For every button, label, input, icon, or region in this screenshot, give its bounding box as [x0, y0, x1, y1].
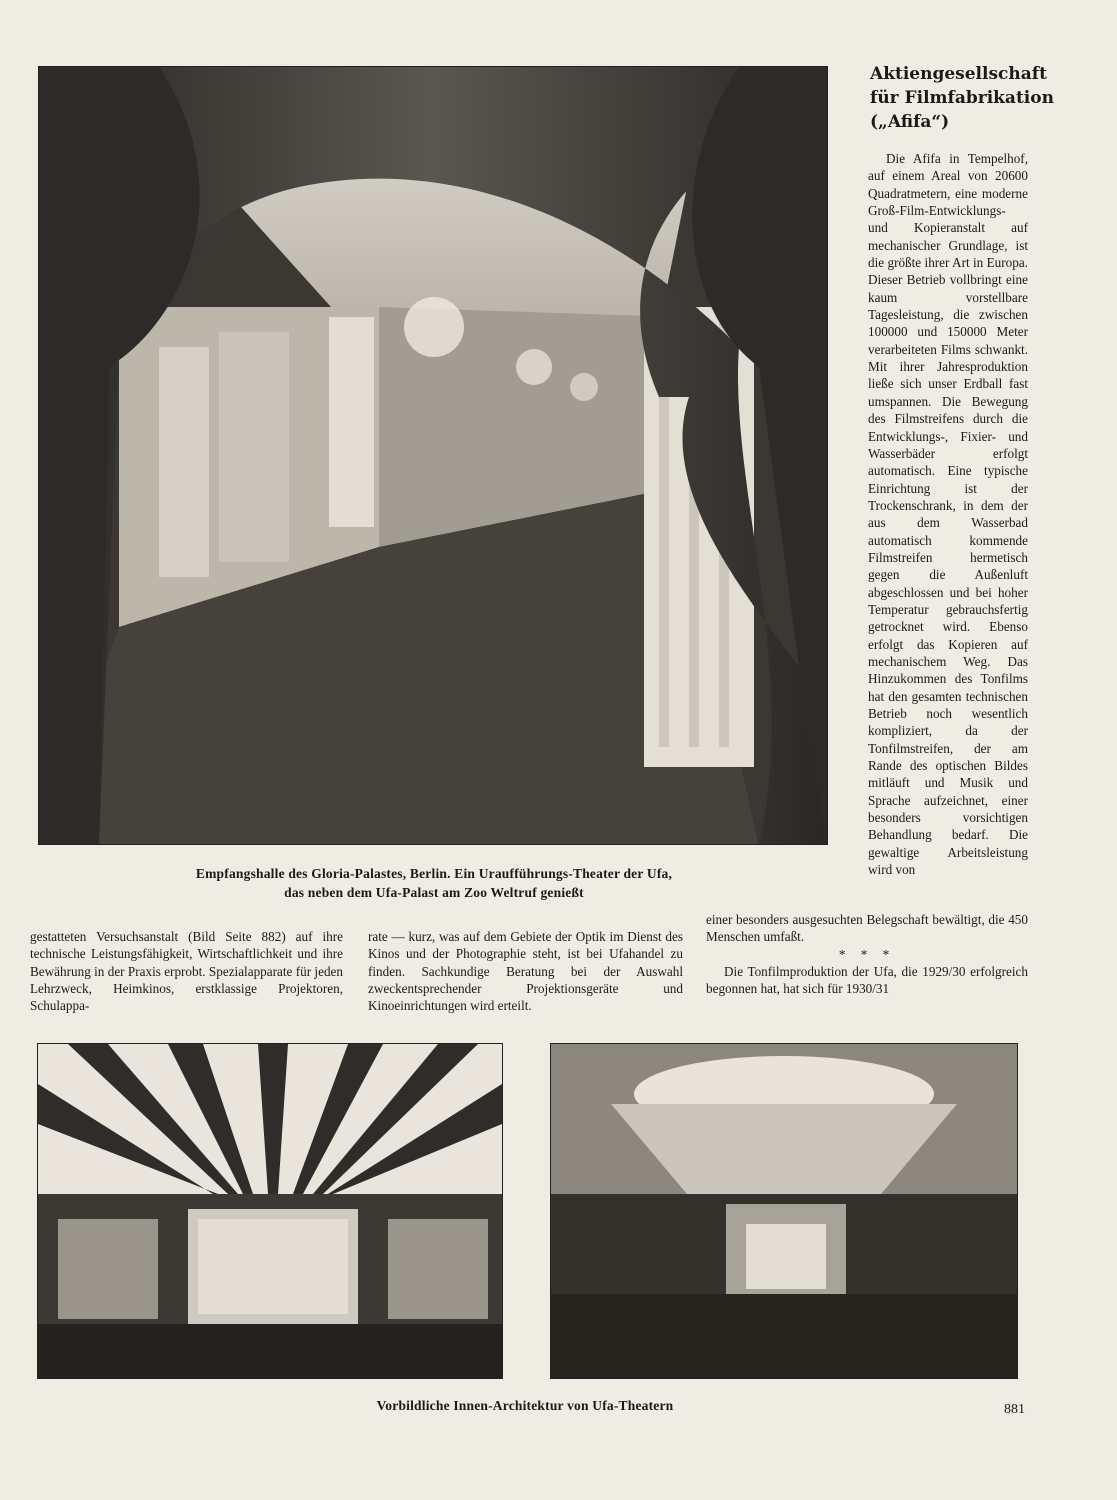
- paragraph: einer besonders ausgesuchten Belegschaft bewältigt, die 450 Menschen umfaßt.: [706, 912, 1028, 945]
- text-column-1: [30, 928, 343, 1015]
- side-column-text: Die Afifa in Tempelhof, auf einem Areal von 20600 Quadratmetern, eine moderne Groß-Film-Entwicklungs- und Kopieranstalt auf mechanischer Grundlage, ist die größte ihrer Art in Europa. Dieser Betrieb vollbringt eine kaum vorstellbare Tagesleistung, die zwischen 100000 und 150000 Meter verarbeiteten Films schwankt. Mit ihrer Jahresproduktion ließe sich unser Erdball fast umspannen. Die Bewegung des Filmstreifens durch die Entwicklungs-, Fixier- und Wasserbäder erfolgt automatisch. Eine typische Einrichtung ist der Trockenschrank, in dem der aus dem Wasserbad automatisch kommende Filmstreifen hermetisch gegen die Außenluft abgeschlossen und bei hoher Temperatur gebrauchsfertig getrocknet wird. Ebenso erfolgt das Kopieren auf mechanischem Weg. Das Hinzukommen des Tonfilms hat den gesamten technischen Betrieb noch wesentlich kompliziert, da der Tonfilmstreifen, der am Rande des optischen Bildes mitläuft und Musik und Sprache aufzeichnet, einer besonders vorsichtigen Behandlung bedarf. Die gewaltige Arbeitsleistung wird von: [868, 151, 1028, 878]
- text-column-2: [368, 928, 683, 1015]
- heading-line: Aktiengesellschaft: [870, 64, 1047, 84]
- paragraph: Die Tonfilmproduktion der Ufa, die 1929/30 erfolgreich begonnen hat, hat sich für 1930/31: [706, 964, 1028, 997]
- photo-gloria-palast-hall: [38, 66, 828, 845]
- photo-theater-interior-oval: [550, 1043, 1018, 1379]
- paragraph: rate — kurz, was auf dem Gebiete der Optik im Dienst des Kinos und der Photographie steht, ist bei Ufahandel zu finden. Sachkundige Beratung bei der Auswahl zweckentsprechender Projektionsgeräte und Kinoeinrichtungen wird erteilt.: [368, 929, 683, 1014]
- bottom-photos-caption: Vorbildliche Innen-Architektur von Ufa-Theatern: [376, 1398, 674, 1413]
- photo-theater-interior-rays: [37, 1043, 503, 1379]
- section-divider: * * *: [838, 946, 896, 962]
- paragraph: gestatteten Versuchsanstalt (Bild Seite 882) auf ihre technische Leistungsfähigkeit, Wirtschaftlichkeit und ihre Bewährung in der Praxis erprobt. Spezialapparate für jeden Lehrzweck, Heimkinos, erstklassige Projektoren, Schulappa-: [30, 929, 343, 1014]
- heading-line: für Filmfabrikation: [870, 88, 1054, 108]
- text-column-3: [706, 911, 1028, 998]
- article-heading: [870, 62, 1054, 134]
- page-number: 881: [1004, 1402, 1025, 1417]
- heading-line: („Afifa“): [870, 112, 950, 132]
- top-photo-caption: [100, 864, 768, 902]
- caption-line: Empfangshalle des Gloria-Palastes, Berlin. Ein Uraufführungs-Theater der Ufa,: [195, 866, 673, 881]
- caption-line: das neben dem Ufa-Palast am Zoo Weltruf genießt: [284, 885, 584, 900]
